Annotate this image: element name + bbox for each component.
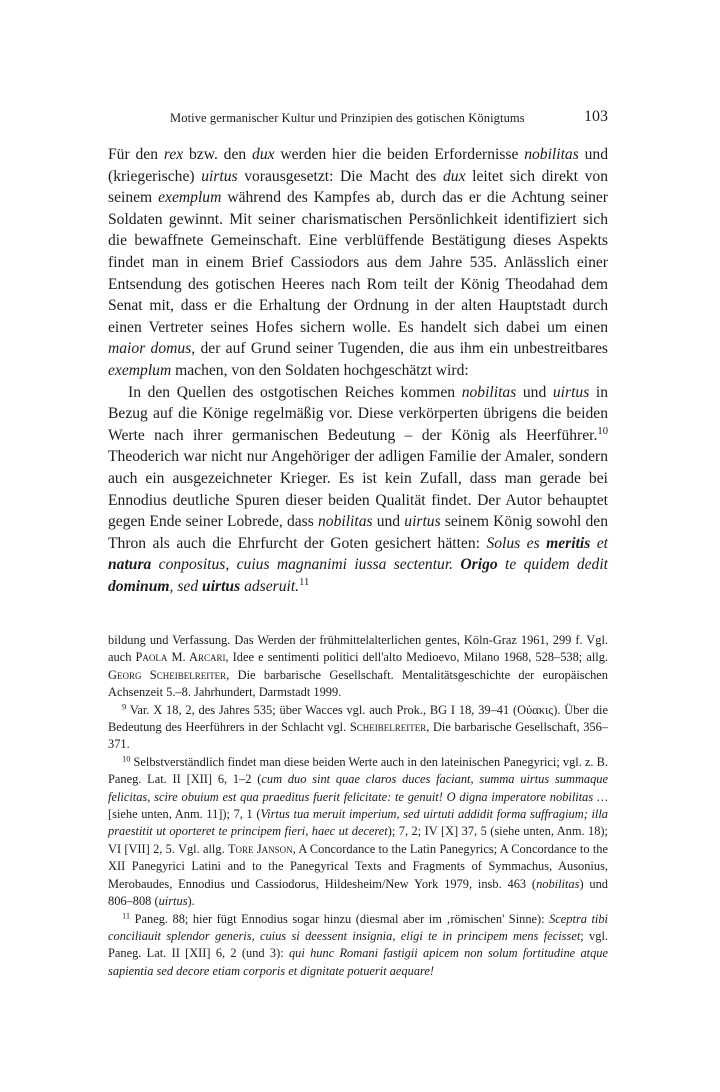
- footnote-10: $^{10}$ Selbstverständlich findet man diese beiden Werte auch in den lateinischen Panegyrici; vgl. z. B. Paneg. Lat. II [XII] 6, 1–2 (cum duo sint quae claros duces faciant, summa uirtus summaque felicitas, scire obuium est qua praeditus fuerit felicitate: te genuit! O digna imperatore nobilitas … [siehe unten, Anm. 11]); 7, 1 (Virtus tua meruit imperium, sed uirtuti addidit forma suffragium; illa praestitit ut oporteret te principem fieri, haec ut deceret); 7, 2; IV [X] 37, 5 (siehe unten, Anm. 18); VI [VII] 2, 5. Vgl. allg. Tore Janson, A Concordance to the Latin Panegyrics; A Concordance to the XII Panegyrici Latini and to the Panegyrical Texts and Fragments of Symmachus, Ausonius, Merobaudes, Ennodius und Cassiodorus, Hildesheim/New York 1979, insb. 463 (nobilitas) und 806–808 (uirtus).: [108, 753, 608, 909]
- footnote-ref-11[interactable]: 11: [299, 577, 310, 589]
- main-text: [108, 144, 608, 597]
- footnote-continuation: bildung und Verfassung. Das Werden der frühmittelalterlichen gentes, Köln-Graz 1961, 299 f. Vgl. auch Paola M. Arcari, Idee e sentimenti politici dell'alto Medioevo, Milano 1968, 528–538; allg. Georg Scheibelreiter, Die barbarische Gesellschaft. Mentalitätsgeschichte der europäischen Achsenzeit 5.–8. Jahrhundert, Darmstadt 1999.: [108, 633, 609, 700]
- page-number: 103: [584, 108, 608, 125]
- footnote-ref-10[interactable]: 10: [597, 425, 608, 437]
- paragraph-2: In den Quellen des ostgotischen Reiches kommen nobilitas und uirtus in Bezug auf die Könige regelmäßig vor. Diese verkörperten übrigens die beiden Werte nach ihrer germanischen Bedeutung – der König als Heerführer.$^{10}$ Theoderich war nicht nur Angehöriger der adligen Familie der Amaler, sondern auch ein ausgezeichneter Krieger. Es ist kein Zufall, dass man gerade bei Ennodius deutliche Spuren dieser beiden Qualität findet. Der Autor behauptet gegen Ende seiner Lobrede, dass nobilitas und uirtus seinem König sowohl den Thron als auch die Ehrfurcht der Goten gesichert hätten: Solus es meritis et natura conpositus, cuius magnanimi iussa sectentur. Origo te quidem dedit dominum, sed uirtus adseruit.$^{11}$: [108, 383, 609, 595]
- footnote-11: $^{11}$ Paneg. 88; hier fügt Ennodius sogar hinzu (diesmal aber im ‚römischen' Sinne): Sceptra tibi conciliauit splendor generis, cuius si deessent insignia, eligi te in principem mens fecisset; vgl. Paneg. Lat. II [XII] 6, 2 (und 3): qui hunc Romani fastigii apicem non solum fortitudine atque sapientia sed decore etiam corporis et dignitate potuerit aequare!: [108, 909, 608, 978]
- paragraph-1: Für den rex bzw. den dux werden hier die beiden Erfordernisse nobilitas und (kriegerische) uirtus vorausgesetzt: Die Macht des dux leitet sich direkt von seinem exemplum während des Kampfes ab, durch das er die Achtung seiner Soldaten gewinnt. Mit seiner charismatischen Persönlichkeit identifiziert sich die bewaffnete Gemeinschaft. Eine verblüffende Bestätigung dieses Aspekts findet man in einem Brief Cassiodors aus dem Jahre 535. Anlässlich einer Entsendung des gotischen Heeres nach Rom teilt der König Theodahad dem Senat mit, dass er die Erhaltung der Ordnung in der alten Hauptstadt durch einen Vertreter seines Hofes sichern wolle. Es handelt sich dabei um einen maior domus, der auf Grund seiner Tugenden, die aus ihm ein unbestreitbares exemplum machen, von den Soldaten hochgeschätzt wird:: [108, 146, 609, 379]
- footnote-9: $^9$ Var. X 18, 2, des Jahres 535; über Wacces vgl. auch Prok., BG I 18, 39–41 (Οὐακις). Über die Bedeutung des Heerführers in der Schlacht vgl. Scheibelreiter, Die barbarische Gesellschaft, 356–371.: [108, 701, 608, 752]
- footnotes: [108, 632, 608, 980]
- running-header: [108, 108, 608, 130]
- running-title: Motive germanischer Kultur und Prinzipien des gotischen Königtums: [170, 111, 525, 125]
